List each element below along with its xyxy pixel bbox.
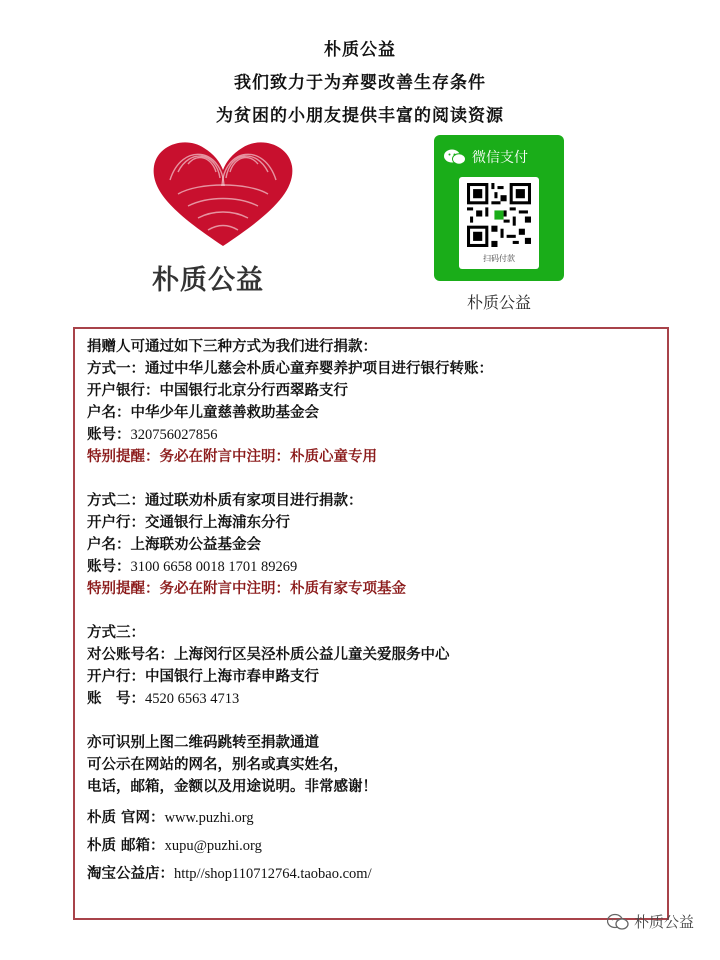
method1-account-name: 户名：中华少年儿童慈善救助基金会 [87, 404, 319, 421]
email-label: 朴质 邮箱： [87, 837, 165, 854]
method2-reminder: 特别提醒：务必在附言中注明：朴质有家专项基金 [87, 580, 406, 597]
wechat-pay-header [444, 147, 528, 167]
method2-bank: 开户行：交通银行上海浦东分行 [87, 514, 290, 531]
method3-bank: 开户行：中国银行上海市春申路支行 [87, 668, 319, 685]
watermark-text: 朴质公益 [633, 913, 694, 931]
website-line [87, 806, 655, 830]
thanks-note: 电话，邮箱，金额以及用途说明。非常感谢！ [87, 778, 377, 795]
method3-account-label: 账 号： [87, 690, 145, 707]
method3-account-name: 对公账号名：上海闵行区吴泾朴质公益儿童关爱服务中心 [87, 646, 450, 663]
qr-note: 亦可识别上图二维码跳转至捐款通道 [87, 734, 319, 751]
method2-title: 方式二：通过联劝朴质有家项目进行捐款： [87, 492, 363, 509]
org-logo [140, 130, 310, 300]
method1-bank: 开户银行：中国银行北京分行西翠路支行 [87, 382, 348, 399]
watermark [607, 911, 694, 932]
qr-owner-name: 朴质公益 [466, 293, 531, 312]
method3-title: 方式三： [87, 624, 145, 641]
qr-caption: 扫码付款 [483, 254, 515, 263]
email-line [87, 834, 655, 858]
org-title: 朴质公益 [324, 40, 396, 60]
wechat-pay-card [434, 135, 564, 281]
email-link[interactable]: xupu@puzhi.org [164, 838, 262, 854]
website-link[interactable]: www.puzhi.org [164, 810, 254, 826]
shop-label: 淘宝公益店： [87, 865, 174, 882]
method2-account-number: 3100 6658 0018 1701 89269 [130, 559, 298, 575]
wechat-pay-label: 微信支付 [472, 150, 528, 166]
wechat-official-account-icon [607, 913, 629, 931]
method1-account-number: 320756027856 [130, 427, 218, 443]
qr-code[interactable] [467, 183, 531, 247]
method1-account-label: 账号： [87, 426, 131, 443]
method2-account-name: 户名：上海联劝公益基金会 [87, 536, 261, 553]
logo-text: 朴质公益 [152, 265, 264, 296]
website-label: 朴质 官网： [87, 809, 165, 826]
method1-account-line [87, 424, 655, 446]
mission-line-2: 为贫困的小朋友提供丰富的阅读资源 [216, 106, 504, 126]
method3-account-line [87, 688, 655, 710]
qr-code-area[interactable] [459, 177, 539, 269]
donation-info-box [73, 327, 669, 920]
method3-account-number: 4520 6563 4713 [145, 691, 240, 707]
header [0, 34, 720, 133]
fingerprint-heart-icon [148, 134, 298, 254]
wechat-icon [444, 149, 466, 165]
shop-line [87, 862, 655, 886]
method1-reminder: 特别提醒：务必在附言中注明：朴质心童专用 [87, 448, 377, 465]
mission-line-1: 我们致力于为弃婴改善生存条件 [234, 73, 486, 93]
donation-intro: 捐赠人可通过如下三种方式为我们进行捐款： [87, 338, 377, 355]
shop-link[interactable]: http//shop110712764.taobao.com/ [174, 866, 372, 882]
method2-account-line [87, 556, 655, 578]
method2-account-label: 账号： [87, 558, 131, 575]
publish-note: 可公示在网站的网名，别名或真实姓名， [87, 756, 348, 773]
method1-title: 方式一：通过中华儿慈会朴质心童弃婴养护项目进行银行转账： [87, 360, 493, 377]
